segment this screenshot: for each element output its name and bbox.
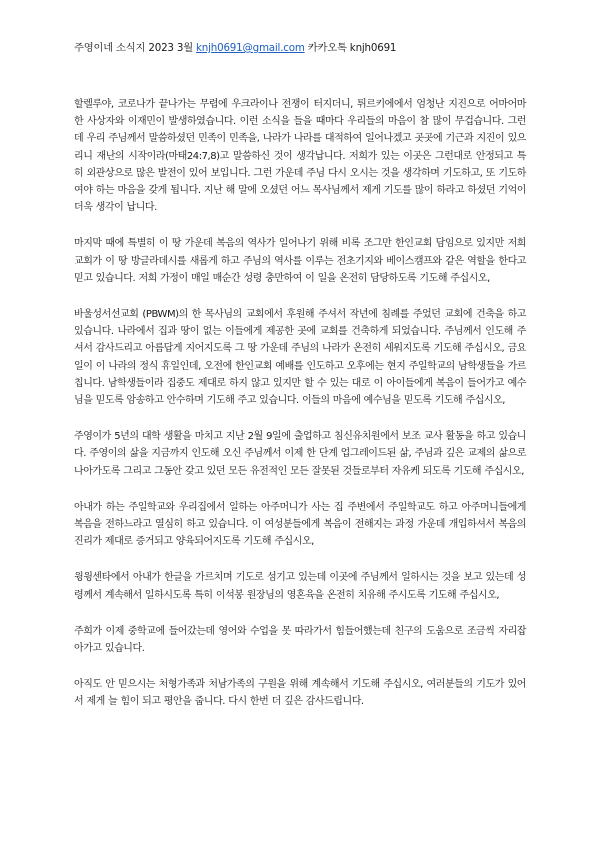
- paragraph-center: 윙윙센타에서 아내가 한글을 가르치며 기도로 섬기고 있는데 이곳에 주님께서 일하시는 것을 보고 있는데 성령께서 계속해서 일하시도록 특히 이석봉 원장님의 영혼육을 온전히 치유해 주시도록 기도해 주십시오,: [74, 572, 526, 601]
- paragraph-church: 마지막 때에 특별히 이 땅 가운데 복음의 역사가 일어나기 위해 비록 조그만 한인교회 담임으로 있지만 저희 교회가 이 땅 방글라데시를 새롭게 하고 주님의 역사를 이루는 전초기지와 베이스캠프와 같은 역할을 한다고 믿고 있습니다. 저희 가정이 매일 매순간 성령 충만하여 이 일을 온전히 담당하도록 기도해 주십시오,: [74, 238, 526, 284]
- paragraph-sunday-school: 아내가 하는 주일학교와 우리집에서 일하는 아주머니가 사는 집 주변에서 주일학교도 하고 아주머니들에게 복음을 전하느라고 열심히 하고 있습니다. 이 여성분들에게 복음이 전해지는 과정 가운데 개입하셔서 복음의 진리가 제대로 증거되고 양육되어지도록 기도해 주십시오,: [74, 501, 526, 548]
- letter-body: [74, 96, 526, 730]
- header-title: 주영이네 소식지 2023 3월: [74, 42, 197, 54]
- newsletter-header: [74, 41, 396, 55]
- paragraph-closing: 아직도 안 믿으시는 처형가족과 처남가족의 구원을 위해 계속해서 기도해 주십시오, 여러분들의 기도가 있어서 제게 늘 힘이 되고 평안을 줍니다. 다시 한번 더 깊은 감사드립니다.: [74, 679, 526, 708]
- email-link[interactable]: knjh0691@gmail.com: [196, 42, 305, 54]
- paragraph-juyoung: 주영이가 5년의 대학 생활을 마치고 지난 2월 9일에 출업하고 침신유치원에서 보조 교사 활동을 하고 있습니다. 주영이의 삶을 지금까지 인도해 오신 주님께서 이제 한 단계 업그레이드된 삶, 주님과 깊은 교제의 삶으로 나아가도록 그리고 그동안 갖고 있던 모든 유전적인 모든 잘못된 것들로부터 자유케 되도록 기도해 주십시오,: [74, 431, 526, 477]
- kakaotalk-id: 카카오톡 knjh0691: [304, 42, 397, 54]
- paragraph-pbwm: 바울성서선교회 (PBWM)의 한 목사님의 교회에서 후원해 주셔서 작년에 침례를 주었던 교회에 건축을 하고 있습니다. 나라에서 집과 땅이 없는 이들에게 제공한 곳에 교회를 건축하게 되었습니다. 주님께서 인도해 주셔서 감사드리고 아름답게 지어지도록 그 땅 가운데 주님의 나라가 온전히 세워지도록 기도해 주십시오, 금요일이 이 나라의 정식 휴일인데, 오전에 한인교회 예배를 인도하고 오후에는 현지 주일학교의 남학생들을 가르칩니다. 남학생들이라 집중도 제대로 하지 않고 있지만 할 수 있는 대로 이 아이들에게 복음이 들어가고 예수님을 믿도록 암송하고 안수하며 기도해 주고 있습니다. 이들의 마음에 예수님을 믿도록 기도해 주십시오,: [74, 309, 526, 407]
- paragraph-juhee: 주희가 이제 중학교에 들어갔는데 영어와 수업을 못 따라가서 힘들어했는데 친구의 도움으로 조금씩 자리잡아가고 있습니다.: [74, 625, 526, 655]
- paragraph-intro: 할렐루야, 코로나가 끝나가는 무렵에 우크라이나 전쟁이 터지더니, 튀르키에에서 엄청난 지진으로 어마어마한 사상자와 이재민이 발생하였습니다. 이런 소식을 들을 때마다 우리들의 마음이 참 많이 무겁습니다. 그런데 우리 주님께서 말씀하셨던 민족이 민족을, 나라가 나라를 대적하여 일어나겠고 곳곳에 기근과 지진이 있으리니 재난의 시작이라(마태24:7,8)고 말씀하신 것이 생각납니다. 저희가 있는 이곳은 그런대로 안정되고 특히 외관상으로 많은 발전이 있어 보입니다. 그런 가운데 주님 다시 오시는 것을 생각하며 기도하고, 또 기도하여야 하는 마음을 갖게 됩니다. 지난 해 말에 오셨던 어느 목사님께서 제게 기도를 많이 하라고 하셨던 기억이 더욱 생각이 납니다.: [74, 99, 526, 214]
